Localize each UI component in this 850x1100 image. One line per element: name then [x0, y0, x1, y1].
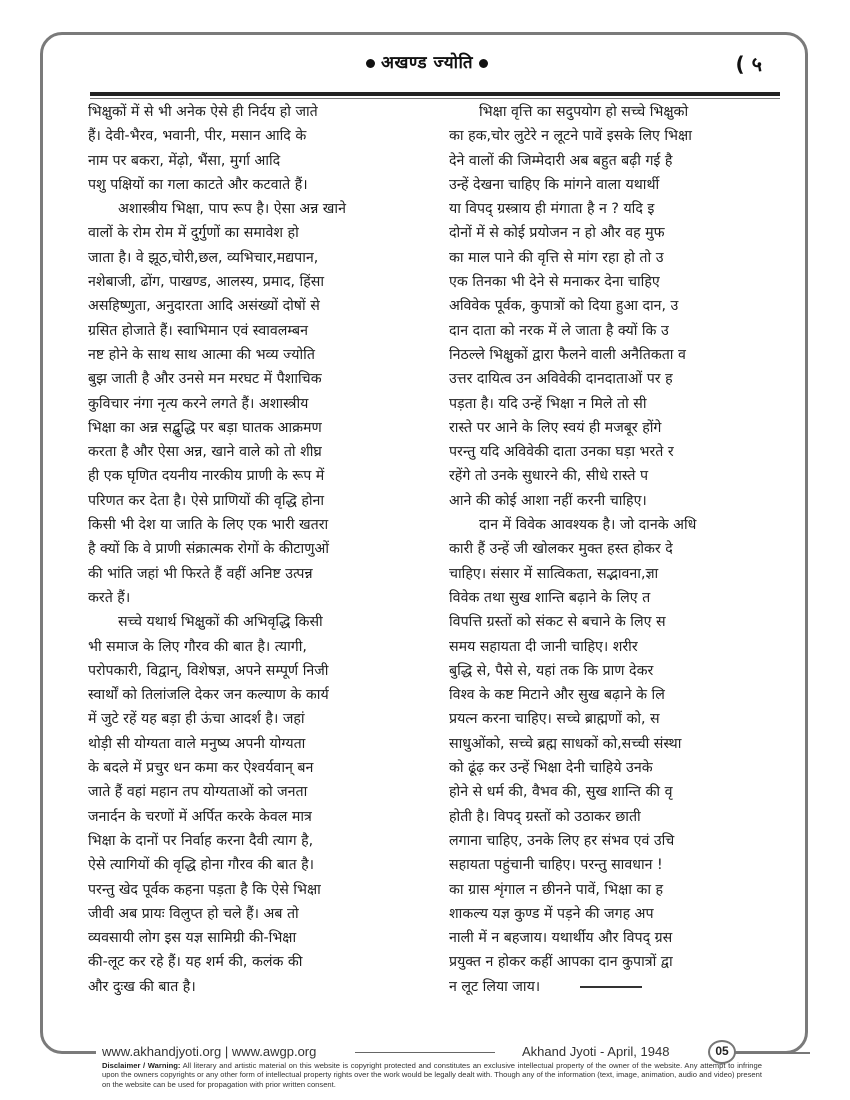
article-end-rule: [580, 986, 642, 988]
footer-divider: [355, 1052, 495, 1053]
text-line: को ढूंढ़ कर उन्हें भिक्षा देनी चाहिये उनके: [449, 760, 653, 777]
text-line: एक तिनका भी देने से मनाकर देना चाहिए: [449, 274, 660, 291]
text-line: देने वालों की जिम्मेदारी अब बहुत बढ़ी गई है: [449, 152, 673, 169]
page-number-connector: [736, 1052, 810, 1054]
disclaimer-text: All literary and artistic material on this website is copyright protected and constitutes an exclusive intellectual property of the owner of the website. Any attempt to infringe upon the owners copyrights or any other form of intellectual property rights over the work would be legally dealt with. Though any of the information (text, image, animation, audio and video) present on the website can be used for propagation with prior written consent.: [102, 1061, 762, 1089]
text-line: के बदले में प्रचुर धन कमा कर ऐश्वर्यवान् बन: [88, 760, 314, 777]
text-line: परन्तु खेद पूर्वक कहना पड़ता है कि ऐसे भिक्षा: [88, 881, 321, 898]
text-line: भिक्षा का अन्न सद्बुद्धि पर बड़ा घातक आक्रमण: [88, 419, 322, 436]
text-line: नाली में न बहजाय। यथार्थीय और विपद् ग्रस: [449, 930, 673, 947]
text-line: बुद्धि से, पैसे से, यहां तक कि प्राण देकर: [449, 662, 654, 679]
text-line: जनार्दन के चरणों में अर्पित करके केवल मात्र: [88, 808, 312, 825]
left-column: [88, 100, 443, 999]
text-line: कुविचार नंगा नृत्य करने लगते हैं। अशास्त्रीय: [88, 395, 309, 412]
text-line: भिक्षुकों में से भी अनेक ऐसे ही निर्दय हो जाते: [88, 104, 318, 120]
text-line: चाहिए। संसार में सात्विकता, सद्भावना,ज्ञा: [449, 565, 659, 582]
text-line: पड़ता है। यदि उन्हें भिक्षा न मिले तो सी: [449, 395, 647, 412]
text-line: की-लूट कर रहे हैं। यह शर्म की, कलंक की: [88, 954, 303, 971]
text-line: प्रयत्न करना चाहिए। सच्चे ब्राह्मणों को, स: [449, 711, 660, 728]
text-line: परन्तु यदि अविवेकी दाता उनका घड़ा भरते र: [449, 444, 674, 461]
text-line: सहायता पहुंचानी चाहिए। परन्तु सावधान !: [449, 857, 663, 874]
text-line: शाकल्य यज्ञ कुण्ड में पड़ने की जगह अप: [449, 905, 654, 922]
text-line: हैं। देवी-भैरव, भवानी, पीर, मसान आदि के: [88, 128, 307, 145]
text-line: पशु पक्षियों का गला काटते और कटवाते हैं।: [88, 176, 308, 193]
right-column: [449, 100, 771, 999]
text-line: विश्व के कष्ट मिटाने और सुख बढ़ाने के लि: [449, 687, 665, 704]
text-line: होने से धर्म की, वैभव की, सुख शान्ति की वृ: [449, 784, 673, 801]
text-line: आने की कोई आशा नहीं करनी चाहिए।: [449, 492, 647, 509]
text-line: जीवी अब प्रायः विलुप्त हो चले हैं। अब तो: [88, 905, 299, 922]
text-line: दोनों में से कोई प्रयोजन न हो और वह मुफ: [449, 225, 665, 242]
text-line: और दुःख की बात है।: [88, 978, 196, 995]
text-line: भिक्षा वृत्ति का सदुपयोग हो सच्चे भिक्षुको: [479, 104, 689, 120]
text-line: ग्रसित होजाते हैं। स्वाभिमान एवं स्वावलम्बन: [88, 322, 308, 339]
footer-magazine-issue: Akhand Jyoti - April, 1948: [522, 1044, 670, 1059]
text-line: है क्यों कि वे प्राणी संक्रात्मक रोगों के कीटाणुओं: [88, 541, 329, 558]
text-line: का ग्रास शृंगाल न छीनने पावें, भिक्षा का ह: [449, 881, 664, 898]
text-line: करता है और ऐसा अन्न, खाने वाले को तो शीघ्र: [88, 444, 322, 461]
text-line: विपत्ति ग्रस्तों को संकट से बचाने के लिए स: [449, 614, 666, 631]
page-marker: ( ५: [735, 52, 762, 76]
bullet-icon: [366, 59, 375, 68]
text-line: नाम पर बकरा, मेंढ़ो, भैंसा, मुर्गा आदि: [88, 152, 281, 169]
text-line: वालों के रोम रोम में दुर्गुणों का समावेश हो: [88, 225, 299, 242]
text-line: का हक,चोर लुटेरे न लूटने पावें इसके लिए भिक्षा: [449, 128, 692, 145]
page-number-badge: 05: [708, 1040, 736, 1064]
text-line: उत्तर दायित्व उन अविवेकी दानदाताओं पर ह: [449, 371, 673, 388]
magazine-title-text: अखण्ड ज्योति: [381, 53, 474, 73]
text-line: कारी हैं उन्हें जी खोलकर मुक्त हस्त होकर दे: [449, 541, 673, 558]
text-line: समय सहायता दी जानी चाहिए। शरीर: [449, 638, 638, 655]
text-line: साधुओंको, सच्चे ब्रह्म साधकों को,सच्ची संस्था: [449, 735, 682, 752]
text-line: रास्ते पर आने के लिए स्वयं ही मजबूर होंगे: [449, 419, 662, 436]
magazine-title: [360, 50, 494, 73]
text-line: में जुटे रहें यह बड़ा ही ऊंचा आदर्श है। जहां: [88, 711, 305, 728]
text-line: विवेक तथा सुख शान्ति बढ़ाने के लिए त: [449, 589, 651, 606]
text-line: लगाना चाहिए, उनके लिए हर संभव एवं उचि: [449, 832, 675, 849]
text-line: का माल पाने की वृत्ति से मांग रहा हो तो उ: [449, 249, 664, 266]
text-line: प्रयुक्त न होकर कहीं आपका दान कुपात्रों द्वा: [449, 954, 673, 971]
text-line: व्यवसायी लोग इस यज्ञ सामिग्री की-भिक्षा: [88, 930, 297, 947]
text-line: दान में विवेक आवश्यक है। जो दानके अधि: [479, 517, 697, 534]
text-line: सच्चे यथार्थ भिक्षुकों की अभिवृद्धि किसी: [118, 614, 323, 631]
text-line: स्वार्थों को तिलांजलि देकर जन कल्याण के कार्य: [88, 687, 329, 704]
text-line: बुझ जाती है और उनसे मन मरघट में पैशाचिक: [88, 371, 322, 388]
text-line: अशास्त्रीय भिक्षा, पाप रूप है। ऐसा अन्न खाने: [118, 201, 346, 218]
bullet-icon: [479, 59, 488, 68]
text-line: अविवेक पूर्वक, कुपात्रों को दिया हुआ दान, उ: [449, 298, 679, 315]
text-line: भिक्षा के दानों पर निर्वाह करना दैवी त्याग है,: [88, 832, 314, 849]
text-line: परोपकारी, विद्वान्, विशेषज्ञ, अपने सम्पूर्ण निजी: [88, 662, 329, 679]
text-line: भी समाज के लिए गौरव की बात है। त्यागी,: [88, 638, 307, 655]
header-rule-thin: [90, 98, 780, 99]
text-line: दान दाता को नरक में ले जाता है क्यों कि उ: [449, 322, 669, 339]
text-line: रहेंगे तो उनके सुधारने की, सीधे रास्ते प: [449, 468, 649, 485]
text-line: न लूट लिया जाय।: [449, 975, 771, 999]
text-line: ऐसे त्यागियों की वृद्धि होना गौरव की बात है।: [88, 857, 315, 874]
text-line: या विपद् ग्रस्त्राय ही मंगाता है न ? यदि इ: [449, 201, 655, 218]
text-line: होती है। विपद् ग्रस्तों को उठाकर छाती: [449, 808, 641, 825]
text-line: थोड़ी सी योग्यता वाले मनुष्य अपनी योग्यता: [88, 735, 306, 752]
text-line: की भांति जहां भी फिरते हैं वहीं अनिष्ट उत्पन्न: [88, 565, 313, 582]
text-line: उन्हें देखना चाहिए कि मांगने वाला यथार्थी: [449, 176, 660, 193]
text-line: ही एक घृणित दयनीय नारकीय प्राणी के रूप में: [88, 468, 325, 485]
text-line: असहिष्णुता, अनुदारता आदि असंख्यों दोषों से: [88, 298, 320, 315]
disclaimer: [102, 1061, 762, 1089]
text-line: किसी भी देश या जाति के लिए एक भारी खतरा: [88, 517, 329, 534]
footer-urls[interactable]: www.akhandjyoti.org | www.awgp.org: [102, 1044, 317, 1059]
header-rule: [90, 92, 780, 96]
text-line: नष्ट होने के साथ साथ आत्मा की भव्य ज्योति: [88, 346, 315, 363]
text-line: जाता है। वे झूठ,चोरी,छल, व्यभिचार,मद्यपान,: [88, 249, 319, 266]
text-line: नशेबाजी, ढोंग, पाखण्ड, आलस्य, प्रमाद, हिंसा: [88, 274, 325, 291]
text-line: परिणत कर देता है। ऐसे प्राणियों की वृद्धि होना: [88, 492, 325, 509]
text-line: जाते हैं वहां महान तप योग्यताओं को जनता: [88, 784, 308, 801]
page-header: [80, 48, 770, 88]
disclaimer-label: Disclaimer / Warning:: [102, 1061, 181, 1070]
text-line: निठल्ले भिक्षुकों द्वारा फैलने वाली अनैतिकता व: [449, 346, 686, 363]
text-line: करते हैं।: [88, 589, 131, 606]
